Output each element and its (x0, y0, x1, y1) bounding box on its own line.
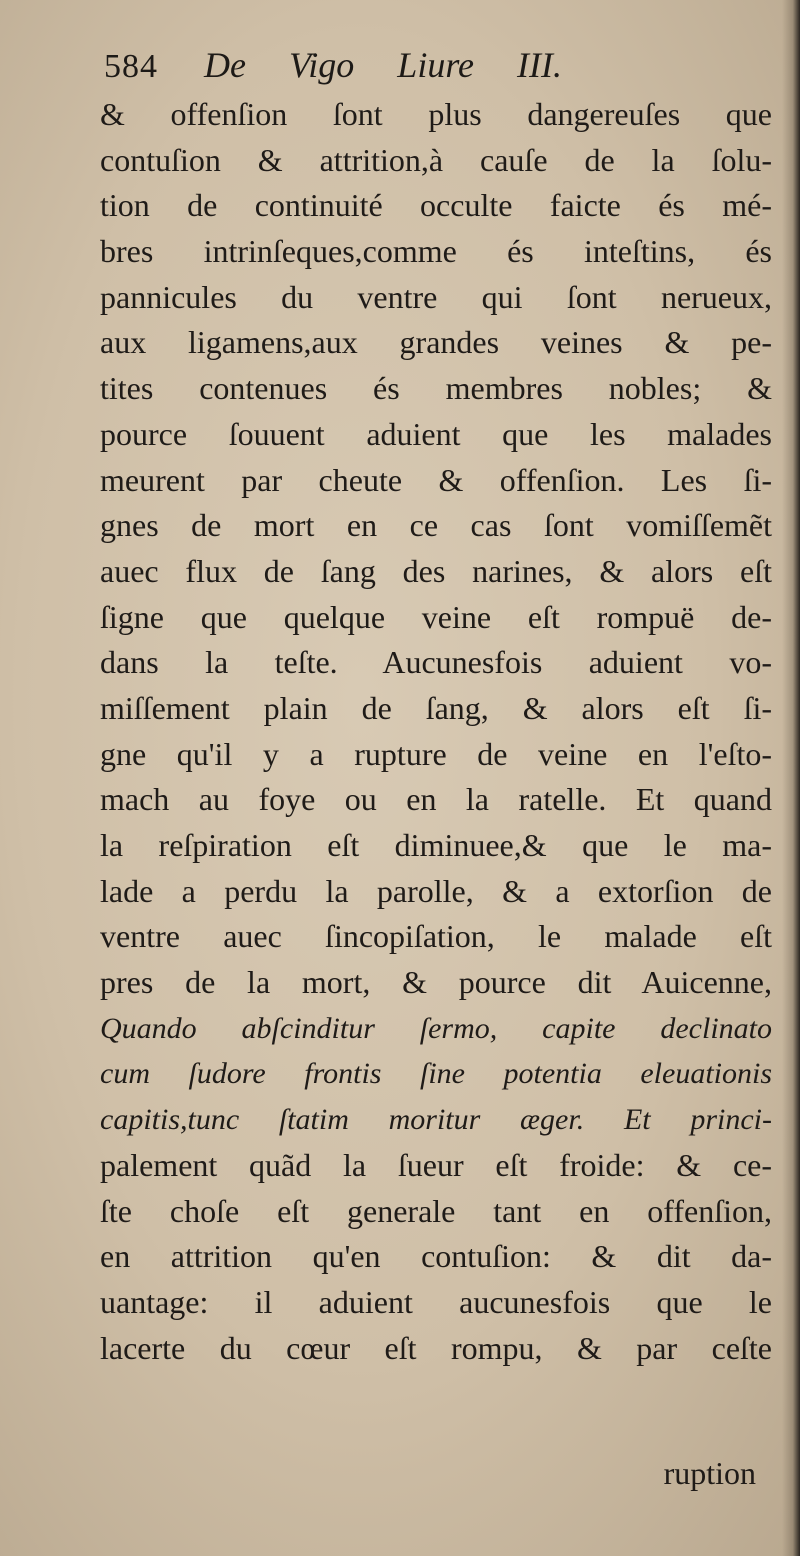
latin-quote-line: Quando abſcinditur ſermo, capite declinato (100, 1011, 772, 1045)
text-line: pource ſouuent aduient que les malades (100, 415, 772, 452)
text-line: auec flux de ſang des narines, & alors eſt (100, 552, 772, 589)
text-line: meurent par cheute & offenſion. Les ſi- (100, 461, 772, 498)
text-line: dans la teſte. Aucunesfois aduient vo- (100, 644, 772, 681)
page-header (104, 44, 562, 92)
text-line: lade a perdu la parolle, & a extorſion de (100, 872, 772, 909)
text-line: mach au foye ou en la ratelle. Et quand (100, 781, 772, 818)
text-line: gne qu'il y a rupture de veine en l'eſto- (100, 735, 772, 772)
text-line: pres de la mort, & pource dit Auicenne, (100, 964, 772, 1001)
text-line: lacerte du cœur eſt rompu, & par ceſte (100, 1329, 772, 1366)
catchword: ruption (663, 1455, 756, 1491)
page-number: 584 (104, 48, 158, 85)
page-edge-shadow (782, 0, 800, 1556)
text-line: tites contenues és membres nobles; & (100, 370, 772, 407)
text-line: ventre auec ſincopiſation, le malade eſt (100, 918, 772, 955)
text-line: aux ligamens,aux grandes veines & pe- (100, 324, 772, 361)
text-line: contuſion & attrition,à cauſe de la ſolu- (100, 141, 772, 178)
text-line: ſigne que quelque veine eſt rompuë de- (100, 598, 772, 635)
text-line: la reſpiration eſt diminuee,& que le ma- (100, 827, 772, 863)
text-line: ſte choſe eſt generale tant en offenſion, (100, 1192, 772, 1229)
body-text (100, 92, 772, 1371)
text-line: bres intrinſeques,comme és inteſtins, és (100, 233, 772, 270)
running-title: De Vigo Liure III. (204, 45, 562, 85)
text-line: miſſement plain de ſang, & alors eſt ſi- (100, 689, 772, 726)
text-line: en attrition qu'en contuſion: & dit da- (100, 1238, 772, 1275)
latin-quote-line: capitis,tunc ſtatim moritur æger. Et princi- (100, 1103, 772, 1137)
text-line: palement quãd la ſueur eſt froide: & ce- (100, 1146, 772, 1183)
text-line: pannicules du ventre qui ſont nerueux, (100, 278, 772, 315)
text-line: gnes de mort en ce cas ſont vomiſſemẽt (100, 507, 772, 544)
latin-quote-line: cum ſudore frontis ſine potentia eleuationis (100, 1057, 772, 1091)
text-line: tion de continuité occulte faicte és mé- (100, 187, 772, 224)
text-line: & offenſion ſont plus dangereuſes que (100, 96, 772, 132)
text-line: uantage: il aduient aucunesfois que le (100, 1283, 772, 1320)
